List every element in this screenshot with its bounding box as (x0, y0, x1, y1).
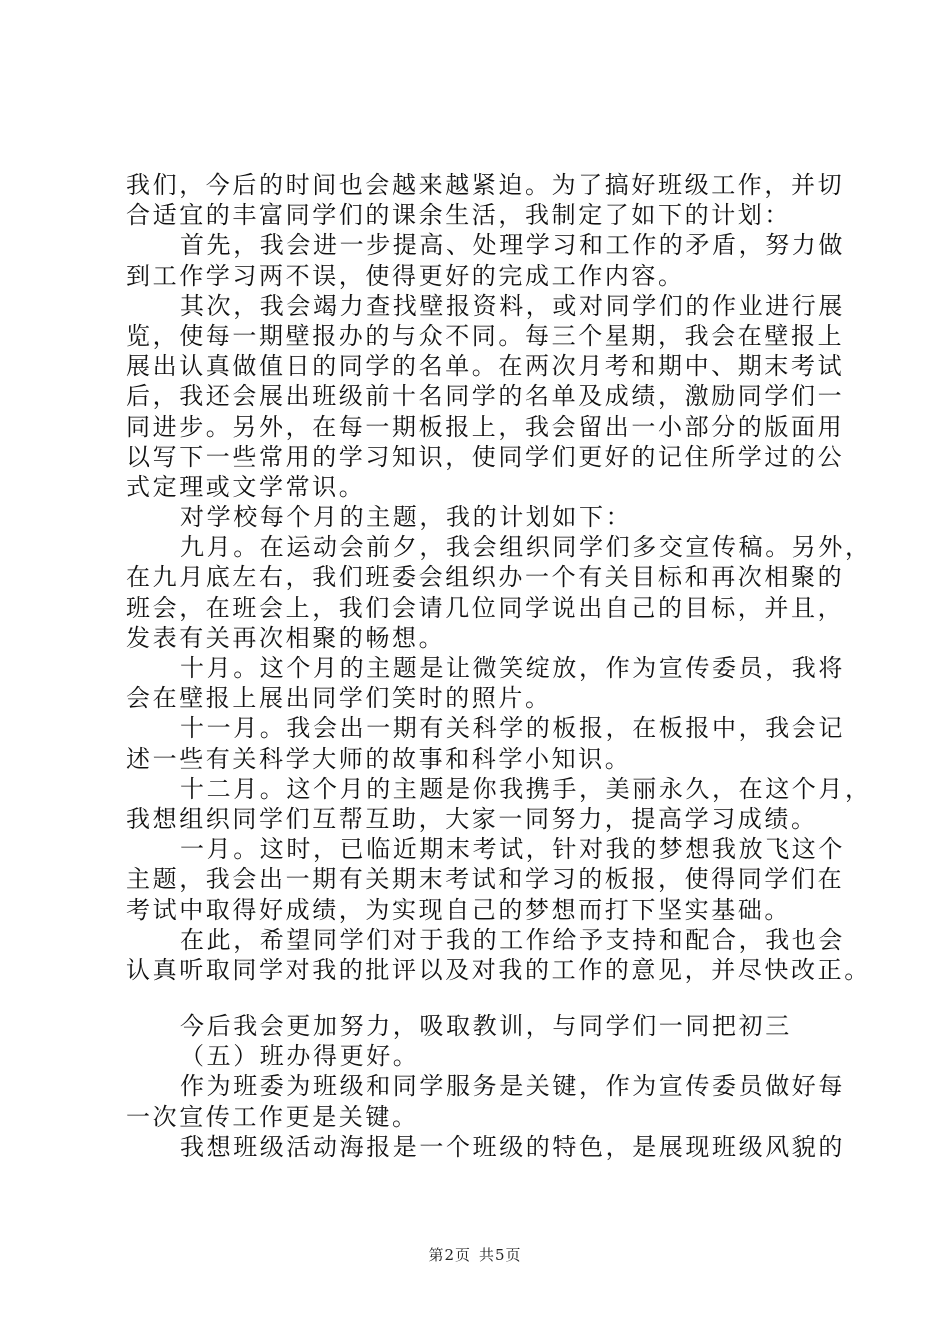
text-line: 一次宣传工作更是关键。 (126, 1102, 419, 1131)
text-line: 主题，我会出一期有关期末考试和学习的板报，使得同学们在 (126, 865, 845, 894)
paragraph-first-line: 九月。在运动会前夕，我会组织同学们多交宣传稿。另外， (180, 533, 872, 562)
page-footer (0, 1244, 950, 1265)
text-line: 我们，今后的时间也会越来越紧迫。为了搞好班级工作，并切 (126, 171, 845, 199)
paragraph-gap (126, 985, 838, 1011)
paragraph-first-line: 十月。这个月的主题是让微笑绽放，作为宣传委员，我将 (180, 654, 845, 682)
paragraph-first-line: 一月。这时，已临近期末考试，针对我的梦想我放飞这个 (180, 835, 845, 864)
text-line: 展出认真做值日的同学的名单。在两次月考和期中、期末考试 (126, 352, 845, 381)
paragraph-first-line: 十二月。这个月的主题是你我携手，美丽永久，在这个月， (180, 774, 872, 803)
text-line: 同进步。另外，在每一期板报上，我会留出一小部分的版面用 (126, 412, 845, 441)
text-line: 会在壁报上展出同学们笑时的照片。 (126, 684, 552, 713)
text-line: （五）班办得更好。 (180, 1042, 420, 1071)
paragraph-first-line: 十一月。我会出一期有关科学的板报，在板报中，我会记 (180, 714, 845, 743)
paragraph-first-line: 对学校每个月的主题，我的计划如下： (180, 503, 633, 532)
text-line: 班会，在班会上，我们会请几位同学说出自己的目标，并且， (126, 593, 845, 622)
paragraph-first-line: 在此，希望同学们对于我的工作给予支持和配合，我也会 (180, 925, 845, 954)
text-line: 式定理或文学常识。 (126, 472, 366, 501)
text-line: 在九月底左右，我们班委会组织办一个有关目标和再次相聚的 (126, 563, 845, 592)
paragraph-first-line: 其次，我会竭力查找壁报资料，或对同学们的作业进行展 (180, 291, 845, 320)
paragraph-first-line: 首先，我会进一步提高、处理学习和工作的矛盾，努力做 (180, 231, 845, 260)
page-total: 共5页 (479, 1246, 522, 1264)
text-line: 后，我还会展出班级前十名同学的名单及成绩，激励同学们一 (126, 382, 845, 411)
text-line: 以写下一些常用的学习知识，使同学们更好的记住所学过的公 (126, 442, 845, 471)
paragraph-first-line: 我想班级活动海报是一个班级的特色，是展现班级风貌的 (180, 1132, 845, 1161)
text-line: 述一些有关科学大师的故事和科学小知识。 (126, 744, 632, 773)
document-body (126, 170, 872, 1162)
text-line: 到工作学习两不误，使得更好的完成工作内容。 (126, 261, 685, 290)
text-line: 发表有关再次相聚的畅想。 (126, 623, 446, 652)
text-line: 览，使每一期壁报办的与众不同。每三个星期，我会在壁报上 (126, 321, 845, 350)
paragraph-first-line: 今后我会更加努力，吸取教训，与同学们一同把初三 (180, 1012, 792, 1041)
paragraph-first-line: 作为班委为班级和同学服务是关键，作为宣传委员做好每 (180, 1072, 845, 1101)
text-line: 合适宜的丰富同学们的课余生活，我制定了如下的计划： (126, 201, 791, 230)
page-number: 第2页 (428, 1246, 471, 1264)
text-line: 考试中取得好成绩，为实现自己的梦想而打下坚实基础。 (126, 895, 791, 924)
text-line: 认真听取同学对我的批评以及对我的工作的意见，并尽快改正。 (126, 955, 871, 984)
text-line: 我想组织同学们互帮互助，大家一同努力，提高学习成绩。 (126, 804, 818, 833)
